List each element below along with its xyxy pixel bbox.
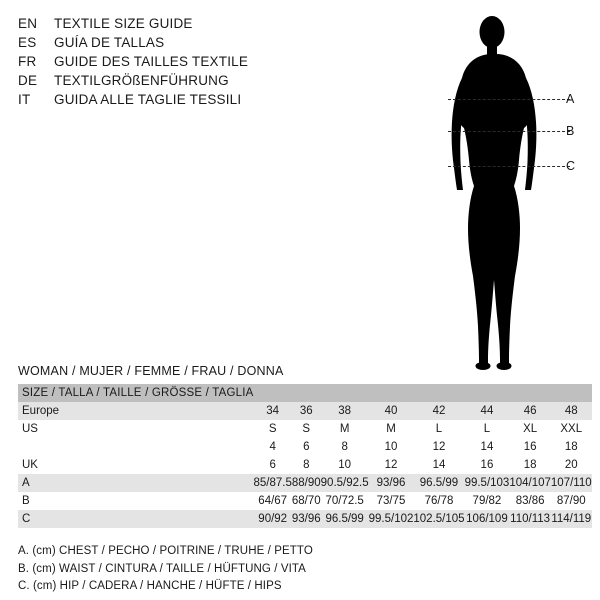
- language-text-en: TEXTILE SIZE GUIDE: [54, 16, 193, 31]
- row-c-cell-4: 99.5/102: [369, 510, 414, 528]
- row-label-europe: Europe: [18, 402, 254, 420]
- row-b-cell-6: 79/82: [465, 492, 510, 510]
- table-row: [18, 510, 592, 528]
- row-uk-cell-5: 14: [413, 456, 464, 474]
- table-header-cell-4: [369, 384, 414, 402]
- row-b-cell-1: 64/67: [254, 492, 292, 510]
- note-waist: B. (cm) WAIST / CINTURA / TAILLE / HÜFTUNG / VITA: [18, 562, 306, 575]
- row-europe-cell-5: 42: [413, 402, 464, 420]
- measure-label-b: B: [566, 124, 575, 138]
- language-row-es: [18, 33, 318, 52]
- row-b-cell-7: 83/86: [509, 492, 551, 510]
- table-header-label: SIZE / TALLA / TAILLE / GRÖSSE / TAGLIA: [18, 384, 254, 402]
- row-usnum-cell-4: 10: [369, 438, 414, 456]
- row-b-cell-5: 76/78: [413, 492, 464, 510]
- language-text-fr: GUIDE DES TAILLES TEXTILE: [54, 54, 249, 69]
- row-b-cell-3: 70/72.5: [321, 492, 369, 510]
- row-usnum-cell-6: 14: [465, 438, 510, 456]
- table-header-cell-3: [321, 384, 369, 402]
- table-header-cell-7: [509, 384, 551, 402]
- row-europe-cell-7: 46: [509, 402, 551, 420]
- measure-line-a: [448, 99, 570, 100]
- row-label-b: B: [18, 492, 254, 510]
- row-us-cell-6: L: [465, 420, 510, 438]
- language-text-es: GUÍA DE TALLAS: [54, 35, 165, 50]
- size-table: [18, 384, 592, 528]
- language-text-de: TEXTILGRÖßENFÜHRUNG: [54, 73, 229, 88]
- row-europe-cell-1: 34: [254, 402, 292, 420]
- row-us-cell-4: M: [369, 420, 414, 438]
- row-us-cell-1: S: [254, 420, 292, 438]
- row-usnum-cell-7: 16: [509, 438, 551, 456]
- table-row: [18, 492, 592, 510]
- row-c-cell-7: 110/113: [509, 510, 551, 528]
- row-a-cell-6: 99.5/103: [465, 474, 510, 492]
- table-header-cell-6: [465, 384, 510, 402]
- row-us-cell-8: XXL: [551, 420, 592, 438]
- row-europe-cell-8: 48: [551, 402, 592, 420]
- note-chest: A. (cm) CHEST / PECHO / POITRINE / TRUHE / PETTO: [18, 545, 313, 557]
- language-code-fr: FR: [18, 54, 37, 69]
- language-code-en: EN: [18, 16, 38, 31]
- row-label-us: US: [18, 420, 254, 438]
- table-row: [18, 420, 592, 438]
- row-b-cell-2: 68/70: [292, 492, 321, 510]
- language-row-fr: [18, 52, 318, 71]
- language-code-de: DE: [18, 73, 38, 88]
- row-europe-cell-6: 44: [465, 402, 510, 420]
- row-c-cell-1: 90/92: [254, 510, 292, 528]
- row-uk-cell-8: 20: [551, 456, 592, 474]
- row-label-a: A: [18, 474, 254, 492]
- row-c-cell-5: 102.5/105: [413, 510, 464, 528]
- row-uk-cell-1: 6: [254, 456, 292, 474]
- row-us-cell-5: L: [413, 420, 464, 438]
- row-usnum-cell-8: 18: [551, 438, 592, 456]
- table-row: [18, 474, 592, 492]
- language-heading-block: [18, 14, 318, 109]
- row-usnum-cell-1: 4: [254, 438, 292, 456]
- table-header-cell-1: [254, 384, 292, 402]
- row-label-us-numeric: [18, 438, 254, 456]
- language-row-it: [18, 90, 318, 109]
- body-figure-area: [400, 8, 590, 378]
- row-a-cell-7: 104/107: [509, 474, 551, 492]
- language-code-es: ES: [18, 35, 37, 50]
- row-c-cell-3: 96.5/99: [321, 510, 369, 528]
- row-uk-cell-3: 10: [321, 456, 369, 474]
- table-header-cell-2: [292, 384, 321, 402]
- row-usnum-cell-5: 12: [413, 438, 464, 456]
- row-uk-cell-2: 8: [292, 456, 321, 474]
- row-b-cell-4: 73/75: [369, 492, 414, 510]
- measure-line-c: [448, 166, 570, 167]
- measure-line-b: [448, 131, 570, 132]
- row-a-cell-1: 85/87.5: [254, 474, 292, 492]
- row-label-c: C: [18, 510, 254, 528]
- row-europe-cell-3: 38: [321, 402, 369, 420]
- row-a-cell-3: 90.5/92.5: [321, 474, 369, 492]
- table-row: [18, 402, 592, 420]
- row-europe-cell-4: 40: [369, 402, 414, 420]
- row-a-cell-2: 88/90: [292, 474, 321, 492]
- section-title-woman: WOMAN / MUJER / FEMME / FRAU / DONNA: [18, 364, 284, 378]
- row-europe-cell-2: 36: [292, 402, 321, 420]
- measure-label-c: C: [566, 159, 576, 173]
- row-label-uk: UK: [18, 456, 254, 474]
- row-a-cell-5: 96.5/99: [413, 474, 464, 492]
- row-c-cell-8: 114/119: [551, 510, 592, 528]
- row-us-cell-3: M: [321, 420, 369, 438]
- row-us-cell-7: XL: [509, 420, 551, 438]
- female-silhouette-icon: [400, 8, 590, 378]
- measure-label-a: A: [566, 92, 575, 106]
- row-a-cell-8: 107/110: [551, 474, 592, 492]
- row-uk-cell-4: 12: [369, 456, 414, 474]
- note-hip: C. (cm) HIP / CADERA / HANCHE / HÜFTE / HIPS: [18, 580, 282, 592]
- row-uk-cell-6: 16: [465, 456, 510, 474]
- table-row: [18, 456, 592, 474]
- language-row-en: [18, 14, 318, 33]
- language-row-de: [18, 71, 318, 90]
- language-text-it: GUIDA ALLE TAGLIE TESSILI: [54, 92, 242, 107]
- row-usnum-cell-3: 8: [321, 438, 369, 456]
- row-us-cell-2: S: [292, 420, 321, 438]
- row-a-cell-4: 93/96: [369, 474, 414, 492]
- row-usnum-cell-2: 6: [292, 438, 321, 456]
- table-row: [18, 438, 592, 456]
- table-header-row: [18, 384, 592, 402]
- row-c-cell-6: 106/109: [465, 510, 510, 528]
- measurement-notes: [18, 543, 578, 596]
- table-header-cell-5: [413, 384, 464, 402]
- language-code-it: IT: [18, 92, 31, 107]
- row-uk-cell-7: 18: [509, 456, 551, 474]
- row-b-cell-8: 87/90: [551, 492, 592, 510]
- row-c-cell-2: 93/96: [292, 510, 321, 528]
- table-header-cell-8: [551, 384, 592, 402]
